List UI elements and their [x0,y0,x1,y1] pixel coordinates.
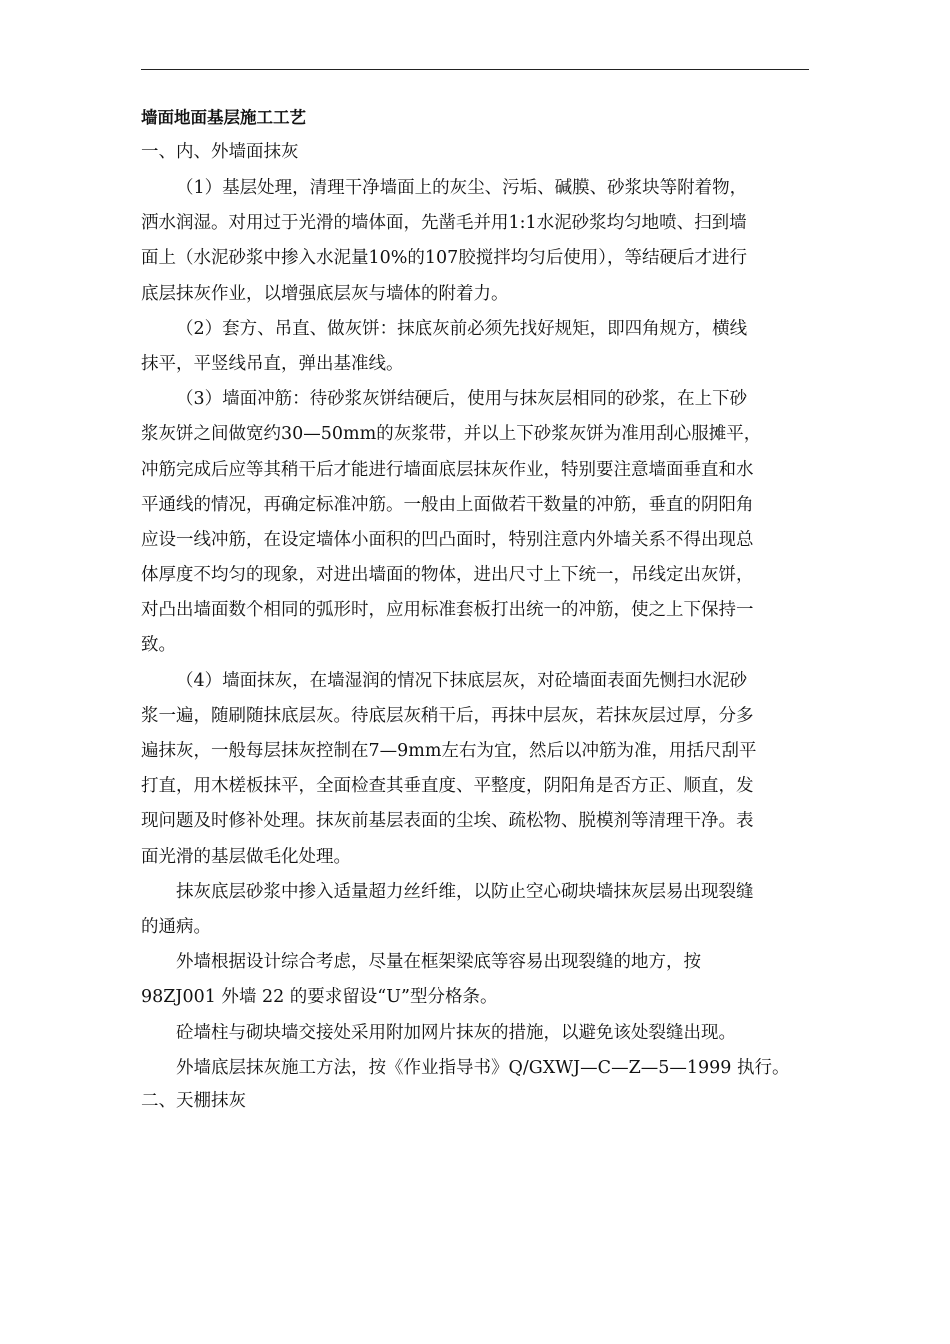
paragraph-line: 抹平，平竖线吊直，弹出基准线。 [141,353,404,374]
paragraph-line: 的通病。 [141,916,211,937]
paragraph-line: 浆一遍，随刷随抹底层灰。待底层灰稍干后，再抹中层灰，若抹灰层过厚，分多 [141,705,754,726]
paragraph [141,312,813,382]
paragraph-line: 致。 [141,635,176,656]
paragraph [141,945,813,1015]
paragraph-line: 打直，用木槎板抹平，全面检查其垂直度、平整度，阴阳角是否方正、顺直，发 [141,776,754,797]
paragraph-list [141,171,813,1086]
paragraph [141,875,813,945]
paragraph-line: 冲筋完成后应等其稍干后才能进行墙面底层抹灰作业，特别要注意墙面垂直和水 [141,459,754,480]
paragraph-line: 面光滑的基层做毛化处理。 [141,846,351,867]
paragraph-line: 对凸出墙面数个相同的弧形时，应用标准套板打出统一的冲筋，使之上下保持一 [141,600,754,621]
header-rule [141,69,809,70]
paragraph-line: 外墙根据设计综合考虑，尽量在框架梁底等容易出现裂缝的地方，按 [176,952,701,973]
paragraph-line: 砼墙柱与砌块墙交接处采用附加网片抹灰的措施，以避免该处裂缝出现。 [176,1022,736,1043]
paragraph [141,664,813,875]
section-heading-1: 一、内、外墙面抹灰 [141,142,299,162]
paragraph-line: （4）墙面抹灰，在墙湿润的情况下抹底层灰，对砼墙面表面先恻扫水泥砂 [176,670,748,691]
paragraph-line: 面上（水泥砂浆中掺入水泥量10%的107胶搅拌均匀后使用），等结硬后才进行 [141,248,748,269]
paragraph-line: 应设一线冲筋，在设定墙体小面积的凹凸面时，特别注意内外墙关系不得出现总 [141,529,754,550]
section-heading-2: 二、天棚抹灰 [141,1090,246,1111]
paragraph [141,382,813,664]
paragraph-line: 抹灰底层砂浆中掺入适量超力丝纤维，以防止空心砌块墙抹灰层易出现裂缝 [176,881,754,902]
paragraph-line: （3）墙面冲筋：待砂浆灰饼结硬后，使用与抹灰层相同的砂浆，在上下砂 [176,389,748,410]
paragraph-line: （2）套方、吊直、做灰饼：抹底灰前必须先找好规矩，即四角规方，横线 [176,318,748,339]
paragraph-line: 现问题及时修补处理。抹灰前基层表面的尘埃、疏松物、脱模剂等清理干净。表 [141,811,754,832]
document-body [141,103,813,1120]
paragraph-line: 浆灰饼之间做宽约30—50mm的灰浆带，并以上下砂浆灰饼为准用刮心服摊平， [141,424,762,445]
paragraph-line: 体厚度不均匀的现象，对进出墙面的物体，进出尺寸上下统一，吊线定出灰饼， [141,565,754,586]
paragraph-line: 外墙底层抹灰施工方法，按《作业指导书》Q/GXWJ—C—Z—5—1999 执行。 [176,1057,790,1078]
paragraph-line: （1）基层处理，清理干净墙面上的灰尘、污垢、碱膜、砂浆块等附着物， [176,178,748,198]
paragraph-line: 遍抹灰，一般每层抹灰控制在7—9mm左右为宜，然后以冲筋为准，用括尺刮平 [141,741,757,761]
document-title: 墙面地面基层施工工艺 [141,108,306,127]
paragraph-line: 底层抹灰作业，以增强底层灰与墙体的附着力。 [141,283,509,304]
paragraph [141,1051,813,1086]
paragraph-line: 98ZJ001 外墙 22 的要求留设“U”型分格条。 [141,987,498,1008]
paragraph [141,1016,813,1051]
paragraph [141,171,813,312]
paragraph-line: 洒水润湿。对用过于光滑的墙体面，先凿毛并用1:1水泥砂浆均匀地喷、扫到墙 [141,213,747,234]
paragraph-line: 平通线的情况，再确定标准冲筋。一般由上面做若干数量的冲筋，垂直的阴阳角 [141,494,754,515]
